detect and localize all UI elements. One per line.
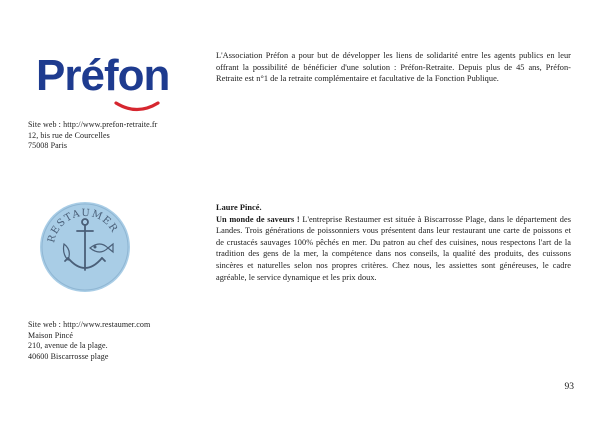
prefon-logo-text: Préfon [36, 51, 170, 100]
restaumer-seal [38, 200, 132, 294]
prefon-smile-icon [114, 100, 160, 114]
restaumer-description [216, 202, 571, 283]
restaumer-name: Maison Pincé [28, 330, 73, 340]
restaumer-author: Laure Pincé. [216, 203, 262, 212]
prefon-website: Site web : http://www.prefon-retraite.fr [28, 120, 158, 129]
restaumer-paragraph [216, 214, 571, 284]
page-number: 93 [564, 382, 574, 392]
restaumer-website: Site web : http://www.restaumer.com [28, 320, 151, 329]
prefon-logo [36, 42, 192, 114]
prefon-city: 75008 Paris [28, 141, 68, 150]
prefon-description-text: L'Association Préfon a pour but de développer les liens de solidarité entre les agents publics en leur offrant la possibilité de bénéficier d'une solution : Préfon-Retraite. Depuis plus de 45 ans, Préfon-Retraite est n°1 de la retraite complémentaire et facultative de la Fonction Publique. [216, 51, 571, 84]
restaumer-street: 210, avenue de la plage. [28, 341, 108, 350]
restaumer-seal-icon [38, 200, 132, 294]
restaumer-description-text: L'entreprise Restaumer est située à Biscarrosse Plage, dans le département des Landes. Trois générations de poissonniers vous présentent dans leur restaurant une carte de poissons et de crustacés sauvages 100% pêchés en mer. Du patron au chef des cuisines, nous respectons l'art de la tradition des gens de la mer, la compétence dans nos conseils, la qualité des produits, des cuissons sincères et naturelles selon nos propres critères. Chez nous, les assiettes sont généreuses, le cadre agréable, le service dynamique et les prix doux. [216, 214, 571, 282]
restaumer-headline: Un monde de saveurs ! [216, 214, 300, 224]
prefon-description [216, 50, 571, 85]
restaumer-address [28, 320, 203, 362]
prefon-address [28, 120, 203, 152]
prefon-street: 12, bis rue de Courcelles [28, 130, 110, 140]
restaumer-seal-text: RESTAUMER [46, 207, 120, 244]
restaumer-city: 40600 Biscarrosse plage [28, 351, 109, 361]
